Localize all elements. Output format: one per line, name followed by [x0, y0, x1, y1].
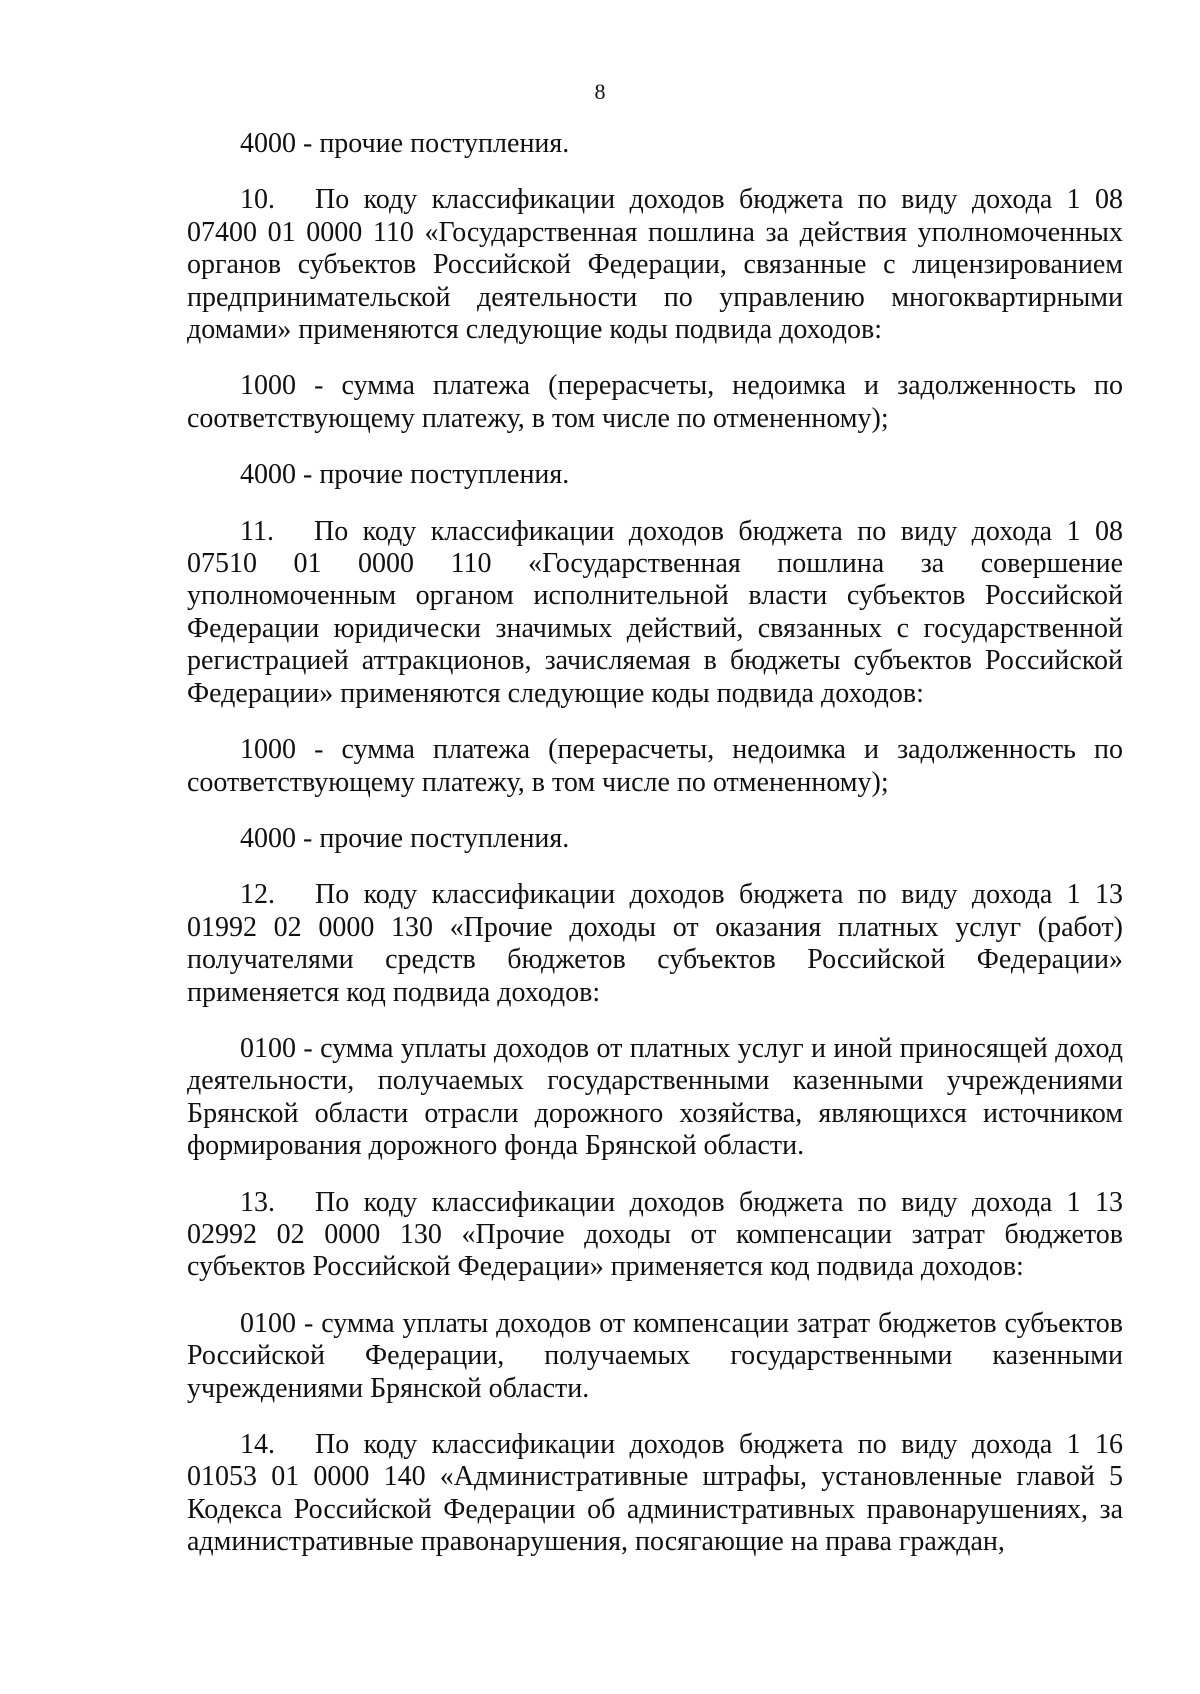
page-number: 8: [594, 79, 606, 104]
paragraph-13: [187, 1187, 1123, 1284]
paragraph-text: По коду классификации доходов бюджета по виду дохода 1 16 01053 01 0000 140 «Административные штрафы, установленные главой 5 Кодекса Российской Федерации об административных правонарушениях, за административные правонарушения, посягающие на права граждан,: [187, 1429, 1123, 1558]
paragraph-text: 0100 - сумма уплаты доходов от компенсации затрат бюджетов субъектов Российской Федерации, получаемых государственными казенными учреждениями Брянской области.: [187, 1307, 1123, 1404]
paragraph-10: [187, 184, 1123, 346]
paragraph-text: 1000 - сумма платежа (перерасчеты, недоимка и задолженность по соответствующему платежу, в том числе по отмененному);: [187, 734, 1123, 798]
paragraph-text: По коду классификации доходов бюджета по виду дохода 1 13 01992 02 0000 130 «Прочие доходы от оказания платных услуг (работ) получателями средств бюджетов субъектов Российской Федерации» применяется код подвида доходов:: [187, 879, 1123, 1008]
paragraph-1000-b: [187, 734, 1123, 799]
paragraph-4000-third: [187, 823, 1123, 855]
paragraph-text: 1000 - сумма платежа (перерасчеты, недоимка и задолженность по соответствующему платежу, в том числе по отмененному);: [187, 370, 1123, 434]
paragraph-text: По коду классификации доходов бюджета по виду дохода 1 13 02992 02 0000 130 «Прочие доходы от компенсации затрат бюджетов субъектов Российской Федерации» применяется код подвида доходов:: [187, 1186, 1123, 1283]
paragraph-text: По коду классификации доходов бюджета по виду дохода 1 08 07400 01 0000 110 «Государственная пошлина за действия уполномоченных органов субъектов Российской Федерации, связанные с лицензированием предпринимательской деятельности по управлению многоквартирными домами» применяются следующие коды подвида доходов:: [187, 184, 1123, 346]
paragraph-1000-a: [187, 370, 1123, 435]
paragraph-4000-first: [187, 128, 1123, 160]
paragraph-0100-a: [187, 1033, 1123, 1163]
paragraph-text: 4000 - прочие поступления.: [240, 128, 570, 159]
paragraph-number: 11.: [240, 515, 274, 547]
paragraph-4000-second: [187, 459, 1123, 491]
document-body: [187, 128, 1123, 1559]
paragraph-text: 0100 - сумма уплаты доходов от платных услуг и иной приносящей доход деятельности, получаемых государственными казенными учреждениями Брянской области отрасли дорожного хозяйства, являющихся источником формирования дорожного фонда Брянской области.: [187, 1032, 1123, 1162]
paragraph-11: [187, 516, 1123, 710]
paragraph-12: [187, 879, 1123, 1009]
paragraph-number: 12.: [240, 879, 275, 911]
paragraph-number: 13.: [240, 1186, 275, 1218]
paragraph-text: 4000 - прочие поступления.: [240, 459, 570, 491]
paragraph-text: По коду классификации доходов бюджета по виду дохода 1 08 07510 01 0000 110 «Государственная пошлина за совершение уполномоченным органом исполнительной власти субъектов Российской Федерации юридически значимых действий, связанных с государственной регистрацией аттракционов, зачисляемая в бюджеты субъектов Российской Федерации» применяются следующие коды подвида доходов:: [187, 515, 1123, 709]
paragraph-0100-b: [187, 1308, 1123, 1405]
paragraph-14: [187, 1429, 1123, 1559]
paragraph-number: 14.: [240, 1429, 275, 1460]
paragraph-text: 4000 - прочие поступления.: [240, 822, 570, 854]
paragraph-number: 10.: [240, 184, 275, 216]
